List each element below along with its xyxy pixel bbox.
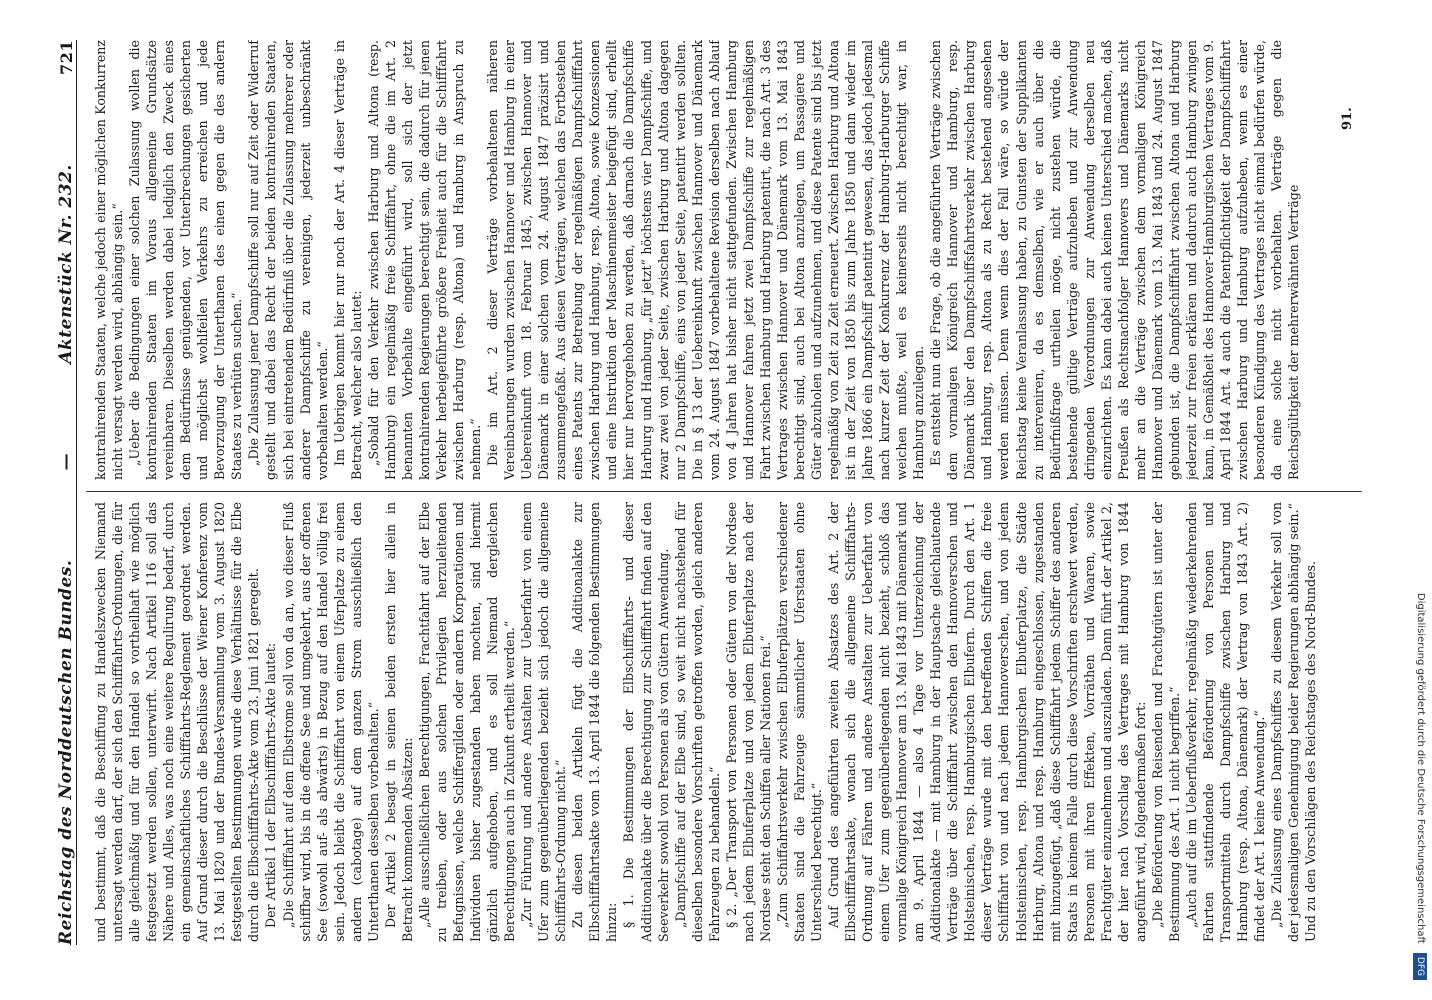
paragraph: „Die Zulassung eines Dampfschiffes zu diesem Verkehr soll von der jedesmaligen Genehmigung beider Regierungen abhängig sein.“: [1269, 502, 1302, 942]
digitization-credit: [1410, 20, 1430, 980]
paragraph: „Zur Führung und andere Anstalten zur Ueberfahrt von einem Ufer zum gegenüberliegenden bezieht sich jedoch die allgemeine Schifffahrts-Ordnung nicht.“: [519, 502, 569, 942]
header-title-left: Reichstag des Norddeutschen Bundes.: [56, 559, 76, 945]
page-header: [52, 40, 77, 945]
paragraph: „Die Zulassung jener Dampfschiffe soll nur auf Zeit oder Widerruf gestellt und dabei das Recht der beiden kontrahirenden Staaten, sich bei eintretendem Bedürfniß über die Zulassung mehrerer oder anderer Dampfschiffe zu vereinigen, jederzeit unbeschränkt vorbehalten werden.“: [246, 40, 330, 480]
document-number: 91.: [1340, 107, 1355, 130]
paragraph: „Auch auf die im Ueberflußverkehr, regelmäßig wiederkehrenden Fahrten stattfindende Beförderung von Personen und Transportmitteln durch Dampfschiffe zwischen Harburg und Hamburg (resp. Altona, Dänemark) der Vertrag von 1843 Art. 2) findet der Art. 1 keine Anwendung.“: [1184, 502, 1268, 942]
paragraph: „Dampfschiffe auf der Elbe sind, so weit nicht nachstehend für dieselben besondere Vorschriften getroffen worden, gleich anderen Fahrzeugen zu behandeln.“: [672, 502, 722, 942]
paragraph: Zu diesen beiden Artikeln fügt die Additionalakte zur Elbschifffahrtsakte vom 13. April 1844 die folgenden Bestimmungen hinzu:: [570, 502, 620, 942]
paragraph: „Alle ausschließlichen Berechtigungen, Frachtfahrt auf der Elbe zu treiben, oder aus solchen Privilegien herzuleitenden Befugnissen, welche Schiffergilden oder andern Korporationen und Individuen bisher zugestanden haben mochten, sind hiermit gänzlich aufgehoben, und es soll Niemand dergleichen Berechtigungen auch in Zukunft ertheilt werden.“: [416, 502, 518, 942]
paragraph: § 2. „Der Transport von Personen oder Gütern von der Nordsee nach jedem Elbuferplatze und von jedem Elbuferplatze nach der Nordsee steht den Schiffen aller Nationen frei.“: [723, 502, 773, 942]
paragraph: Der Artikel 1 der Elbschifffahrts-Akte lautet:: [263, 642, 279, 928]
paragraph: „Ueber die Bedingungen einer solchen Zulassung wollen die kontrahirenden Staaten im Voraus allgemeine Grundsätze vereinbaren. Dieselben werden dabei lediglich den Zweck eines dem Bedürfnisse genügenden, vor Unterbrechungen gesicherten und möglichst wohlfeilen Verkehrs zu erreichen und jede Bevorzugung der Unterthanen des einen gegen die des andern Staates zu verhüten suchen.“: [127, 40, 245, 480]
paragraph: Die im Art. 2 dieser Verträge vorbehaltenen näheren Vereinbarungen wurden zwischen Hannover und Hamburg in einer Uebereinkunft vom 18. Februar 1845, zwischen Hannover und Dänemark in einer solchen vom 24. August 1847 präzisirt und zusammengefaßt. Aus diesen Verträgen, welchen das Fortbestehen eines Patents zur Betreibung der regelmäßigen Dampfschifffahrt zwischen Harburg und Hamburg, resp. Altona, sowie Konzessionen und eine Instruktion der Maschinenmeister beigefügt sind, erhellt hier nur hervorgehoben zu werden, daß darnach die Dampfschiffe Harburg und Hamburg, „für jetzt“ höchstens vier Dampfschiffe, und zwar zwei von jeder Seite, zwischen Harburg und Altona dagegen nur 2 Dampfschiffe, eins von jeder Seite, patentirt werden sollten. Die in § 13 der Uebereinkunft zwischen Hannover und Dänemark vom 24. August 1847 vorbehaltene Revision derselben nach Ablauf von 4 Jahren hat bisher nicht stattgefunden. Zwischen Hamburg und Hannover fahren jetzt zwei Dampfschiffe zur regelmäßigen Fahrt zwischen Hamburg und Harburg patentirt, die nach Art. 3 des Vertrages zwischen Hannover und Dänemark vom 13. Mai 1843 berechtigt sind, auch bei Altona anzulegen, um Passagiere und Güter abzuholen und aufzunehmen, und diese Patente sind bis jetzt regelmäßig von Zeit zu Zeit erneuert. Zwischen Harburg und Altona ist in der Zeit von 1850 bis zum Jahre 1850 und dann wieder im Jahre 1866 ein Dampfschiff patentirt gewesen, das jedoch jedesmal nach kurzer Zeit der Konkurrenz der Hamburg-Harburger Schiffe weichen mußte, weil es keinerseits nicht berechtigt war, in Hamburg anzulegen.: [485, 40, 927, 480]
paragraph: „Die Beförderung von Reisenden und Frachtgütern ist unter der Bestimmung des Art. 1 nicht begriffen.“: [1149, 502, 1182, 942]
credit-text: Digitalisierung gefördert durch die Deutsche Forschungsgemeinschaft: [1415, 592, 1426, 944]
page-number: 721: [57, 40, 76, 75]
paragraph: Es entsteht nun die Frage, ob die angeführten Verträge zwischen dem vormaligen Königreich Hannover und Hamburg, resp. Dänemark über den Dampfschiffsfahrtsverkehr zwischen Harburg und Hamburg, resp. Altona als zu Recht bestehend angesehen werden müssen. Denn wenn dies der Fall wäre, so würde der Reichstag keine Veranlassung haben, zu Gunsten der Supplikanten zu interveniren, da es demselben, wie er auch über die Bedürfnißfrage urtheilen möge, nicht zustehen würde, die bestehende gültige Verträge aufzuheben und zur Anwendung dringenden Verordnungen zur Anwendung derselben neu einzurichten. Es kann dabei auch keinen Unterschied machen, daß Preußen als Rechtsnachfolger Hannovers und Dänemarks nicht mehr an die Verträge zwischen dem vormaligen Königreich Hannover und Dänemark vom 13. Mai 1843 und 24. August 1847 gebunden ist, die Dampfschifffahrt zwischen Altona und Harburg jederzeit zur freien erklären und dadurch auch Hamburg zwingen kann, in Gemäßheit des Hannover-Hamburgischen Vertrages vom 9. April 1844 Art. 4 auch die Patentpflichtigkeit der Dampfschifffahrt zwischen Harburg und Hamburg aufzuheben, wenn es einer besonderen Kündigung des Vertrages nicht einmal bedürfen würde, da eine solche nicht vorbehalten. Verträge gegen die Reichsgültigkeit der mehrerwähnten Verträge: [928, 40, 1302, 480]
paragraph: „Sobald für den Verkehr zwischen Harburg und Altona (resp. Hamburg) ein regelmäßig freie Schifffahrt, ohne die im Art. 2 benannten Vorbehalte eingeführt wird, soll sich der jetzt kontrahirenden Regierungen berechtigt sein, die dadurch für jenen Verkehr herbeigeführte größere Freiheit auch für die Schifffahrt zwischen Harburg (resp. Altona) und Hamburg in Anspruch zu nehmen.“: [365, 40, 484, 480]
paragraph: Auf Grund des angeführten zweiten Absatzes des Art. 2 der Elbschifffahrtsakte, wonach sich die allgemeine Schifffahrts-Ordnung auf Fähren und andere Anstalten zur Ueberfahrt von einem Ufer zum gegenüberliegenden nicht bezieht, schloß das vormalige Königreich Hannover am 13. Mai 1843 mit Dänemark und am 9. April 1844 — also 4 Tage vor Unterzeichnung der Additionalakte — mit Hamburg in der Hauptsache gleichlautende Verträge über die Schifffahrt zwischen den Hannoverschen und Holsteinischen, resp. Hamburgischen Elbufern. Durch den Art. 1 dieser Verträge wurde mit den betreffenden Schiffen die freie Schifffahrt von und nach jedem Hannoverschen, und von jedem Holsteinischen, resp. Hamburgischen Elbuferplatze, die Städte Harburg, Altona und resp. Hamburg eingeschlossen, zugestanden mit hinzugefügt, „daß diese Schifffahrt jedem Schiffer des anderen Staats in keinem Falle durch diese Vorschriften erschwert werden, Personen mit ihren Effekten, Vorräthen und Waaren, sowie Frachtgüter einzunehmen und auszuladen. Dann führt der Artikel 2, der hier nach Vorschlag des Vertrages mit Hamburg von 1844 angeführt wird, folgendermaßen fort:: [826, 502, 1148, 942]
left-column: [92, 502, 1362, 942]
paragraph: kontrahirenden Staaten, welche jedoch einer möglichen Konkurrenz nicht versagt werden wird, abhängig sein.“: [93, 40, 126, 480]
paragraph: Im Uebrigen kommt hier nur noch der Art. 4 dieser Verträge in Betracht, welcher also lautet:: [331, 40, 364, 480]
column-divider: [86, 491, 1362, 492]
paragraph: und bestimmt, daß die Beschiffung zu Handelszwecken Niemand untersagt werden darf, der sich den Schifffahrts-Ordnungen, die für alle gleichmäßig und für den Handel so vortheilhaft wie möglich festgesetzt werden sollen, unterwirft. Nach Artikel 116 soll das Nähere und Alles, was noch eine weitere Regulirung bedarf, durch ein gemeinschaftliches Schifffahrts-Reglement geordnet werden. Auf Grund dieser durch die Beschlüsse der Wiener Konferenz vom 13. Mai 1820 und der Bundes-Versammlung vom 3. August 1820 festgestellten Bestimmungen wurde diese Verhältnisse für die Elbe durch die Elbschifffahrts-Akte vom 23. Juni 1821 geregelt.: [93, 502, 262, 942]
header-title-right: Aktenstück Nr. 232.: [56, 164, 76, 364]
paragraph: „Zum Schiffahrtsverkehr zwischen Elbuferplätzen verschiedener Staaten sind die Fahrzeuge sämmtlicher Uferstaaten ohne Unterschied berechtigt.“: [774, 502, 824, 942]
paragraph: Der Artikel 2 besagt in seinen beiden ersten hier allein in Betracht kommenden Absätzen:: [382, 502, 415, 942]
right-column: [92, 40, 1362, 480]
header-dash: —: [56, 452, 76, 471]
dfg-logo: DFG: [1413, 953, 1427, 980]
paragraph: § 1. Die Bestimmungen der Elbschifffahrts- und dieser Additionalakte über die Berechtigung zur Schifffahrt finden auf den Seeverkehr sowohl von Personen als von Gütern Anwendung.: [621, 502, 671, 942]
paragraph: Und zu den Vorschlägen des Reichstages des Nord-Bundes.: [1303, 561, 1319, 942]
paragraph: „Die Schifffahrt auf dem Elbstrome soll von da an, wo dieser Fluß schiffbar wird, bis in die offene See und umgekehrt, aus der offenen See (sowohl auf- als abwärts) in Bezug auf den Handel völlig frei sein. Jedoch bleibt die Schifffahrt von einem Uferplatze zu einem andern (cabotage) auf dem ganzen Strom ausschließlich den Unterthanen desselben vorbehalten.“: [280, 502, 381, 942]
